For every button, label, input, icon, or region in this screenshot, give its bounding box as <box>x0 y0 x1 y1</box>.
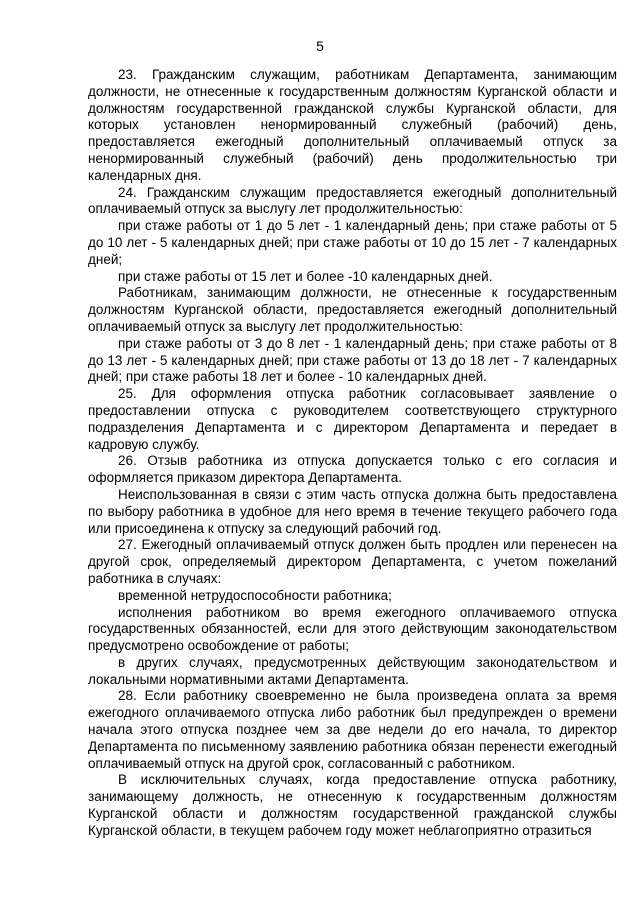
paragraph-24-civil-servant-tier-15-plus: при стаже работы от 15 лет и более -10 календарных дней. <box>118 268 493 284</box>
paragraph-27-case-illness: временной нетрудоспособности работника; <box>118 587 392 603</box>
paragraph-25: 25. Для оформления отпуска работник согласовывает заявление о предоставлении отпуска с руководителем соответствующего структурного подразделения Департамента и с директором Департамента и передает в кадровую службу. <box>88 386 617 452</box>
page-number: 5 <box>316 38 324 54</box>
paragraph-24-employee-tiers: при стаже работы от 3 до 8 лет - 1 календарный день; при стаже работы от 8 до 13 лет - 5 календарных дней; при стаже работы от 13 до 18 лет - 7 календарных дней; при стаже работы 18 лет и более - 10 календарных дней. <box>88 335 617 385</box>
paragraph-27: 27. Ежегодный оплачиваемый отпуск должен быть продлен или перенесен на другой срок, определяемый директором Департамента, с учетом пожеланий работника в случаях: <box>88 537 617 586</box>
paragraph-24-employees: Работникам, занимающим должности, не отнесенные к государственным должностям Курганской области, предоставляется ежегодный дополнительный оплачиваемый отпуск за выслугу лет продолжительностью: <box>88 285 617 334</box>
paragraph-26-unused-part: Неиспользованная в связи с этим часть отпуска должна быть предоставлена по выбору работника в удобное для него время в течение текущего рабочего года или присоединена к отпуску за следующий рабочий год. <box>88 486 617 536</box>
paragraph-28: 28. Если работнику своевременно не была произведена оплата за время ежегодного оплачиваемого отпуска либо работник был предупрежден о времени начала этого отпуска позднее чем за две недели до его начала, то директор Департамента по письменному заявлению работника обязан перенести ежегодный оплачиваемый отпуск на другой срок, согласованный с работником. <box>88 688 617 771</box>
paragraph-28-exceptional-cases: В исключительных случаях, когда предоставление отпуска работнику, занимающему должность, не отнесенную к государственным должностям Курганской области и должностям государственной гражданской службы Курганской области, в текущем рабочем году может неблагоприятно отразиться <box>88 772 617 838</box>
document-body <box>88 67 617 840</box>
paragraph-26: 26. Отзыв работника из отпуска допускается только с его согласия и оформляется приказом директора Департамента. <box>88 453 617 486</box>
paragraph-24: 24. Гражданским служащим предоставляется ежегодный дополнительный оплачиваемый отпуск за выслугу лет продолжительностью: <box>88 184 617 217</box>
paragraph-27-case-other: в других случаях, предусмотренных действующим законодательством и локальными нормативными актами Департамента. <box>88 654 617 687</box>
paragraph-24-civil-servant-tiers: при стаже работы от 1 до 5 лет - 1 календарный день; при стаже работы от 5 до 10 лет - 5 календарных дней; при стаже работы от 10 до 15 лет - 7 календарных дней; <box>88 218 617 267</box>
paragraph-27-case-state-duties: исполнения работником во время ежегодного оплачиваемого отпуска государственных обязанностей, если для этого действующим законодательством предусмотрено освобождение от работы; <box>88 604 617 654</box>
paragraph-23: 23. Гражданским служащим, работникам Департамента, занимающим должности, не отнесенные к государственным должностям Курганской области и должностям государственной гражданской службы Курганской области, для которых установлен ненормированный служебный (рабочий) день, предоставляется ежегодный дополнительный оплачиваемый отпуск за ненормированный служебный (рабочий) день продолжительностью три календарных дня. <box>88 67 617 183</box>
